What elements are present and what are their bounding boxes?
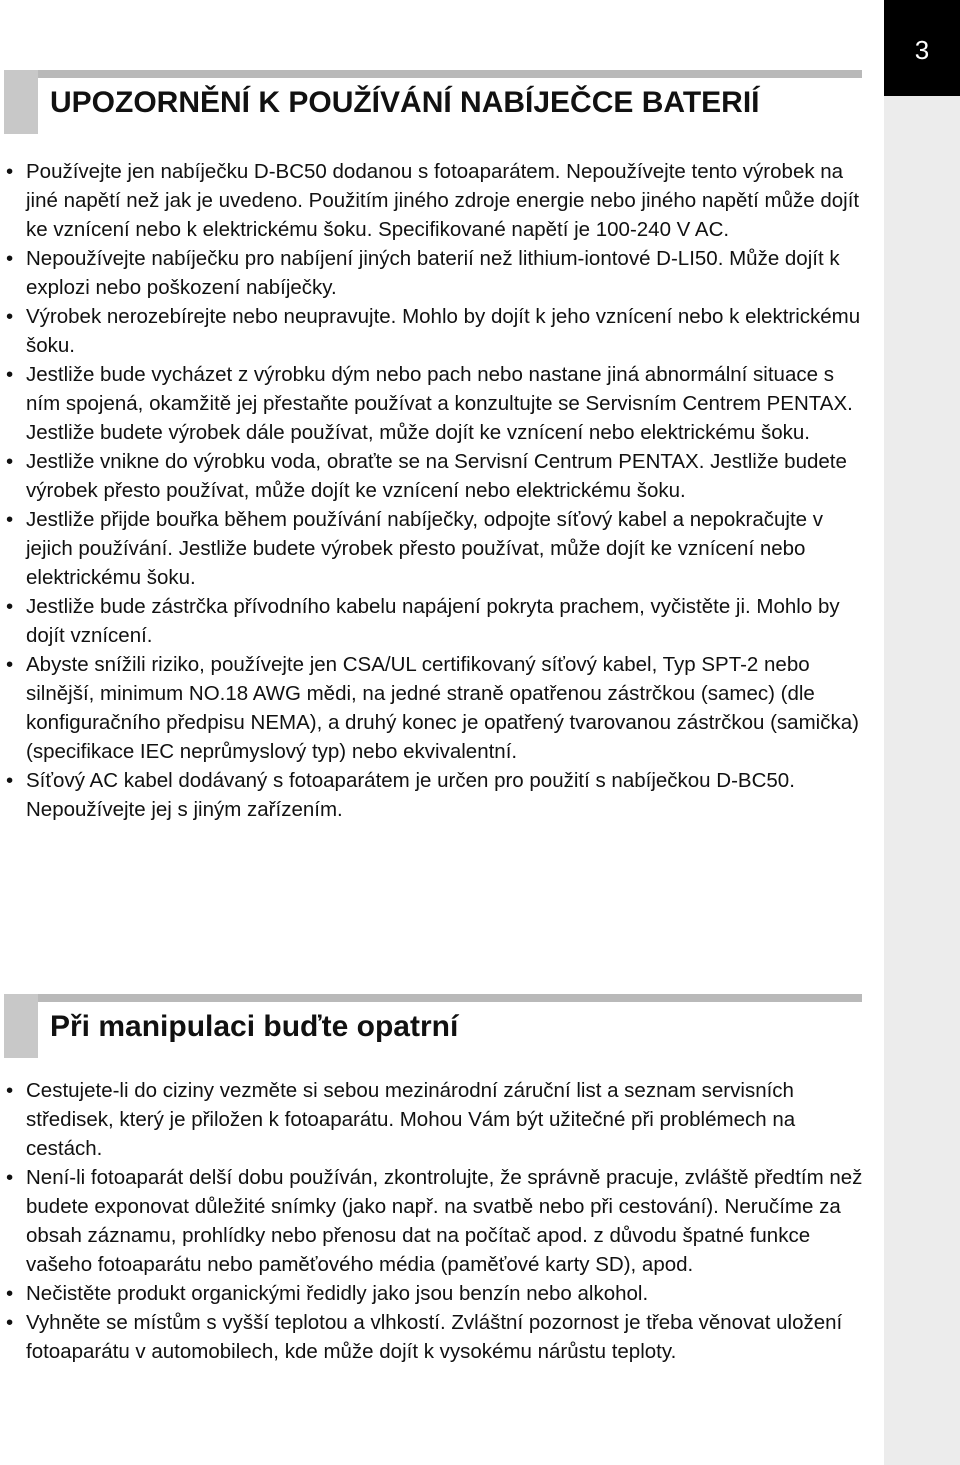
list-item: • Vyhněte se místům s vyšší teplotou a vlhkostí. Zvláštní pozornost je třeba věnovat uložení fotoaparátu v automobilech, kde může dojít k vysokému nárůstu teploty. xyxy=(4,1308,870,1366)
list-item: • Síťový AC kabel dodávaný s fotoaparátem je určen pro použití s nabíječkou D-BC50. Nepoužívejte jej s jiným zařízením. xyxy=(4,766,870,824)
battery-charger-warnings-list xyxy=(4,157,870,824)
list-item: • Jestliže bude vycházet z výrobku dým nebo pach nebo nastane jiná abnormální situace s ním spojená, okamžitě jej přestaňte používat a konzultujte se Servisním Centrem PENTAX. Jestliže budete výrobek dále používat, může dojít ke vznícení nebo elektrickému šoku. xyxy=(4,360,870,447)
section-header-handling xyxy=(4,994,862,1060)
section-rule xyxy=(38,70,862,78)
list-item: • Nepoužívejte nabíječku pro nabíjení jiných baterií než lithium-iontové D-LI50. Může dojít k explozi nebo poškození nabíječky. xyxy=(4,244,870,302)
list-item: • Jestliže bude zástrčka přívodního kabelu napájení pokryta prachem, vyčistěte ji. Mohlo by dojít vznícení. xyxy=(4,592,870,650)
handling-precautions-list xyxy=(4,1076,870,1366)
list-item: • Jestliže přijde bouřka během používání nabíječky, odpojte síťový kabel a nepokračujte v jejich používání. Jestliže budete výrobek přesto používat, může dojít ke vznícení nebo elektrickému šoku. xyxy=(4,505,870,592)
list-item: • Výrobek nerozebírejte nebo neupravujte. Mohlo by dojít k jeho vznícení nebo k elektrickému šoku. xyxy=(4,302,870,360)
list-item: • Abyste snížili riziko, používejte jen CSA/UL certifikovaný síťový kabel, Typ SPT-2 nebo silnější, minimum NO.18 AWG mědi, na jedné straně opatřenou zástrčkou (samec) (dle konfiguračního předpisu NEMA), a druhý konec je opatřený tvarovanou zástrčkou (samička) (specifikace IEC neprůmyslový typ) nebo ekvivalentní. xyxy=(4,650,870,766)
section-marker xyxy=(4,70,38,134)
section-header-battery-charger xyxy=(4,70,862,136)
page-number: 3 xyxy=(914,35,930,65)
list-item: • Používejte jen nabíječku D-BC50 dodanou s fotoaparátem. Nepoužívejte tento výrobek na jiné napětí než jak je uvedeno. Použitím jiného zdroje energie nebo jiného napětí může dojít ke vznícení nebo k elektrickému šoku. Specifikované napětí je 100-240 V AC. xyxy=(4,157,870,244)
section-rule xyxy=(38,994,862,1002)
right-margin-strip xyxy=(884,0,960,1465)
list-item: • Jestliže vnikne do výrobku voda, obraťte se na Servisní Centrum PENTAX. Jestliže budete výrobek přesto používat, může dojít ke vznícení nebo elektrickému šoku. xyxy=(4,447,870,505)
list-item: • Nečistěte produkt organickými ředidly jako jsou benzín nebo alkohol. xyxy=(4,1279,870,1308)
page-number-tab xyxy=(884,0,960,96)
list-item: • Cestujete-li do ciziny vezměte si sebou mezinárodní záruční list a seznam servisních středisek, který je přiložen k fotoaparátu. Mohou Vám být užitečné při problémech na cestách. xyxy=(4,1076,870,1163)
list-item: • Není-li fotoaparát delší dobu používán, zkontrolujte, že správně pracuje, zvláště předtím než budete exponovat důležité snímky (jako např. na svatbě nebo při cestování). Neručíme za obsah záznamu, prohlídky nebo přenosu dat na počítač apod. z důvodu špatné funkce vašeho fotoaparátu nebo paměťového média (paměťové karty SD), apod. xyxy=(4,1163,870,1279)
section-marker xyxy=(4,994,38,1058)
section-title: Při manipulaci buďte opatrní xyxy=(50,1010,459,1043)
section-title: UPOZORNĚNÍ K POUŽÍVÁNÍ NABÍJEČCE BATERIÍ xyxy=(50,86,760,119)
